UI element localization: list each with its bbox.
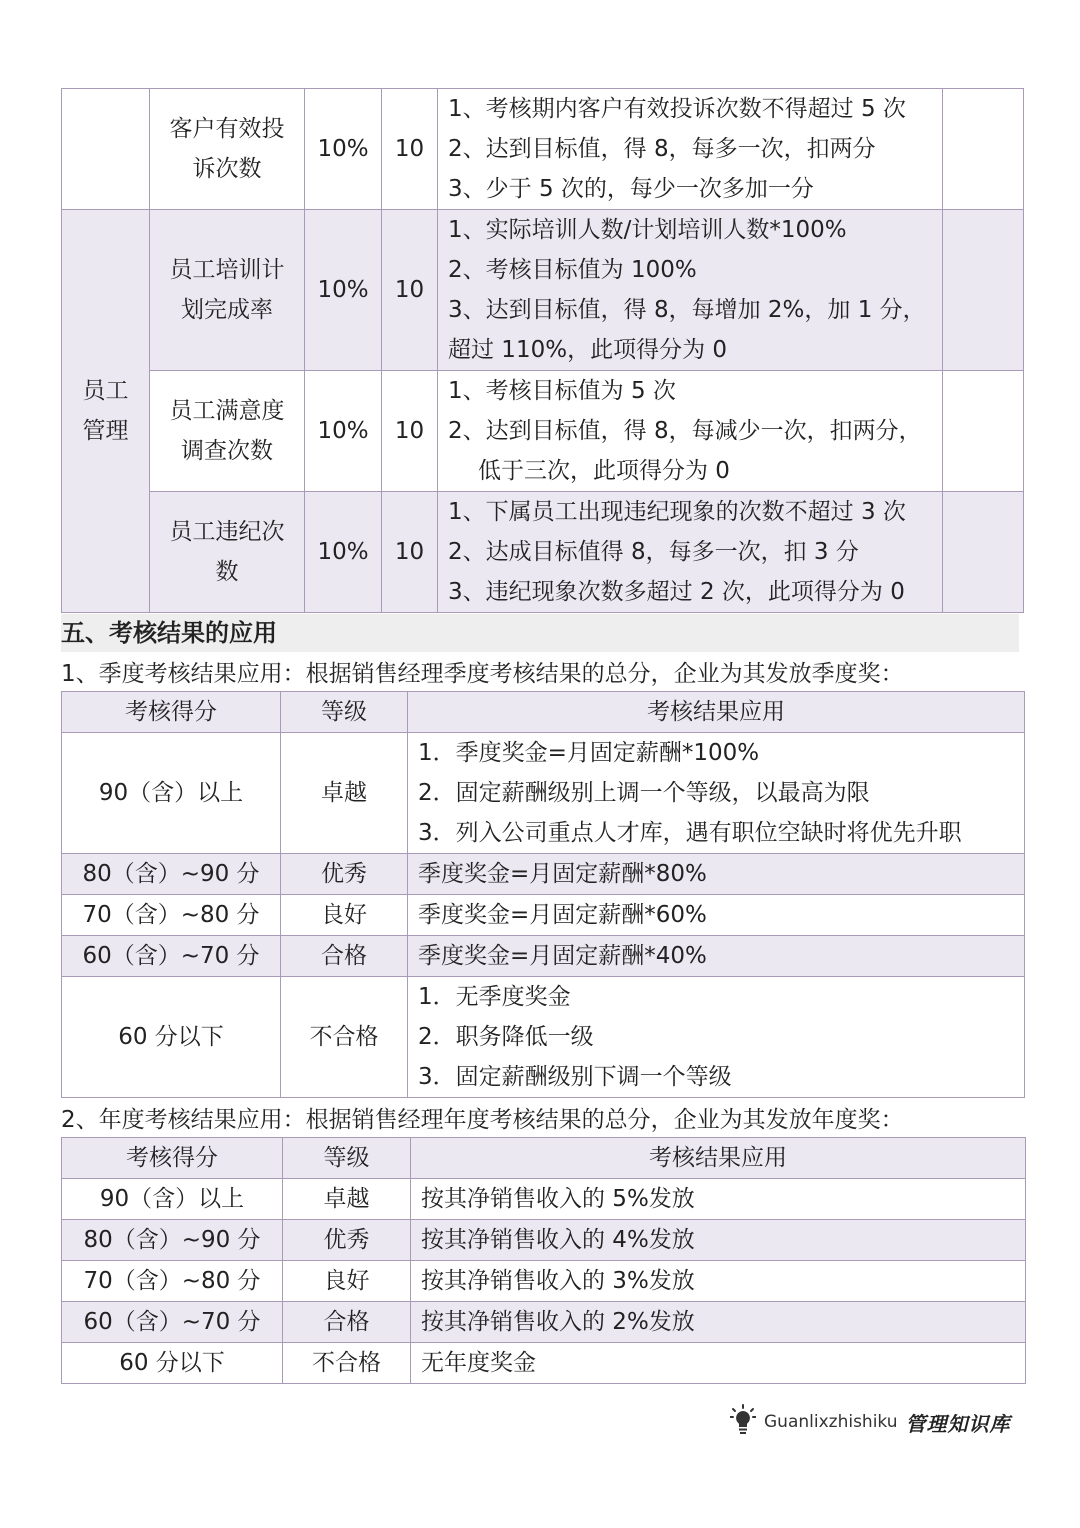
column-header: 考核得分: [62, 692, 281, 733]
criteria-line: 1、实际培训人数/计划培训人数*100%: [448, 217, 847, 243]
table-header-row: [62, 1138, 1026, 1179]
score-cell: 10: [382, 89, 438, 210]
table-row: [62, 371, 1024, 492]
score-cell: 10: [382, 371, 438, 492]
table-header-row: [62, 692, 1025, 733]
table-row: [62, 854, 1025, 895]
paragraph-quarterly: 1、季度考核结果应用：根据销售经理季度考核结果的总分，企业为其发放季度奖：: [61, 661, 904, 687]
brand-chinese: 管理知识库: [905, 1411, 1011, 1436]
grade-cell: 优秀: [281, 854, 408, 895]
table-row: [62, 977, 1025, 1098]
indicator-cell: [150, 89, 305, 210]
annual-result-table: [61, 1137, 1026, 1384]
table-row: [62, 1261, 1026, 1302]
weight-cell: 10%: [305, 371, 382, 492]
grade-cell: 合格: [283, 1302, 411, 1343]
empty-cell: [943, 89, 1024, 210]
apply-line: 3．固定薪酬级别下调一个等级: [418, 1064, 732, 1090]
criteria-cell: [438, 210, 943, 371]
brand-english: Guanlixzhishiku: [764, 1412, 898, 1432]
column-header: 考核得分: [62, 1138, 283, 1179]
apply-cell: 季度奖金=月固定薪酬*40%: [408, 936, 1025, 977]
indicator-cell: [150, 492, 305, 613]
apply-line: 2．固定薪酬级别上调一个等级，以最高为限: [418, 780, 870, 806]
table-row: [62, 1343, 1026, 1384]
criteria-cell: [438, 492, 943, 613]
score-cell: 80（含）~90 分: [62, 854, 281, 895]
criteria-line: 超过 110%，此项得分为 0: [448, 337, 728, 363]
score-cell: 60 分以下: [62, 977, 281, 1098]
criteria-line: 1、下属员工出现违纪现象的次数不超过 3 次: [448, 499, 906, 525]
indicator-line: 客户有效投: [169, 116, 285, 142]
table-row: [62, 1302, 1026, 1343]
score-cell: 70（含）~80 分: [62, 895, 281, 936]
indicator-line: 员工违纪次: [169, 519, 285, 545]
criteria-line: 2、达到目标值，得 8，每减少一次，扣两分，: [448, 418, 922, 444]
section-heading: 五、考核结果的应用: [61, 614, 1019, 652]
criteria-line: 3、少于 5 次的，每少一次多加一分: [448, 176, 814, 202]
indicator-line: 员工满意度: [169, 398, 285, 424]
indicator-line: 诉次数: [192, 156, 262, 182]
indicator-cell: [150, 210, 305, 371]
apply-cell: 按其净销售收入的 2%发放: [411, 1302, 1026, 1343]
score-cell: 90（含）以上: [62, 733, 281, 854]
table-row: [62, 210, 1024, 371]
table-row: [62, 1179, 1026, 1220]
category-cell: [62, 89, 150, 210]
footer-brand: [730, 1404, 1011, 1440]
apply-cell: 按其净销售收入的 4%发放: [411, 1220, 1026, 1261]
table-row: [62, 733, 1025, 854]
apply-cell: 季度奖金=月固定薪酬*80%: [408, 854, 1025, 895]
criteria-line: 1、考核目标值为 5 次: [448, 378, 676, 404]
grade-cell: 不合格: [283, 1343, 411, 1384]
apply-cell: [408, 733, 1025, 854]
indicator-line: 调查次数: [181, 438, 273, 464]
score-cell: 60（含）~70 分: [62, 1302, 283, 1343]
apply-line: 3．列入公司重点人才库，遇有职位空缺时将优先升职: [418, 820, 962, 846]
table-row: [62, 936, 1025, 977]
criteria-cell: [438, 89, 943, 210]
empty-cell: [943, 492, 1024, 613]
criteria-line: 2、考核目标值为 100%: [448, 257, 697, 283]
apply-line: 2．职务降低一级: [418, 1024, 594, 1050]
apply-cell: [408, 977, 1025, 1098]
score-cell: 60 分以下: [62, 1343, 283, 1384]
apply-cell: 季度奖金=月固定薪酬*60%: [408, 895, 1025, 936]
kpi-table: [61, 88, 1024, 613]
criteria-line: 3、违纪现象次数多超过 2 次，此项得分为 0: [448, 579, 905, 605]
grade-cell: 卓越: [283, 1179, 411, 1220]
column-header: 考核结果应用: [411, 1138, 1026, 1179]
empty-cell: [943, 210, 1024, 371]
table-row: [62, 895, 1025, 936]
score-cell: 80（含）~90 分: [62, 1220, 283, 1261]
table-row: [62, 492, 1024, 613]
grade-cell: 合格: [281, 936, 408, 977]
indicator-cell: [150, 371, 305, 492]
criteria-line: 低于三次，此项得分为 0: [478, 458, 730, 484]
score-cell: 10: [382, 210, 438, 371]
apply-cell: 按其净销售收入的 5%发放: [411, 1179, 1026, 1220]
score-cell: 60（含）~70 分: [62, 936, 281, 977]
score-cell: 70（含）~80 分: [62, 1261, 283, 1302]
criteria-cell: [438, 371, 943, 492]
grade-cell: 卓越: [281, 733, 408, 854]
criteria-line: 3、达到目标值，得 8，每增加 2%，加 1 分，: [448, 297, 926, 323]
lightbulb-icon: [730, 1404, 756, 1440]
indicator-line: 数: [215, 559, 239, 585]
indicator-line: 划完成率: [181, 297, 273, 323]
column-header: 考核结果应用: [408, 692, 1025, 733]
apply-line: 1．季度奖金=月固定薪酬*100%: [418, 740, 760, 766]
criteria-line: 1、考核期内客户有效投诉次数不得超过 5 次: [448, 96, 906, 122]
category-cell: 员工管理: [62, 210, 150, 613]
criteria-line: 2、达成目标值得 8，每多一次，扣 3 分: [448, 539, 859, 565]
empty-cell: [943, 371, 1024, 492]
score-cell: 90（含）以上: [62, 1179, 283, 1220]
score-cell: 10: [382, 492, 438, 613]
grade-cell: 优秀: [283, 1220, 411, 1261]
apply-cell: 按其净销售收入的 3%发放: [411, 1261, 1026, 1302]
weight-cell: 10%: [305, 89, 382, 210]
apply-line: 1．无季度奖金: [418, 984, 571, 1010]
column-header: 等级: [281, 692, 408, 733]
indicator-line: 员工培训计: [169, 257, 285, 283]
table-row: [62, 1220, 1026, 1261]
column-header: 等级: [283, 1138, 411, 1179]
criteria-line: 2、达到目标值，得 8，每多一次，扣两分: [448, 136, 876, 162]
grade-cell: 不合格: [281, 977, 408, 1098]
paragraph-annual: 2、年度考核结果应用：根据销售经理年度考核结果的总分，企业为其发放年度奖：: [61, 1107, 904, 1133]
weight-cell: 10%: [305, 492, 382, 613]
grade-cell: 良好: [281, 895, 408, 936]
quarterly-result-table: [61, 691, 1025, 1098]
weight-cell: 10%: [305, 210, 382, 371]
apply-cell: 无年度奖金: [411, 1343, 1026, 1384]
table-row: [62, 89, 1024, 210]
grade-cell: 良好: [283, 1261, 411, 1302]
